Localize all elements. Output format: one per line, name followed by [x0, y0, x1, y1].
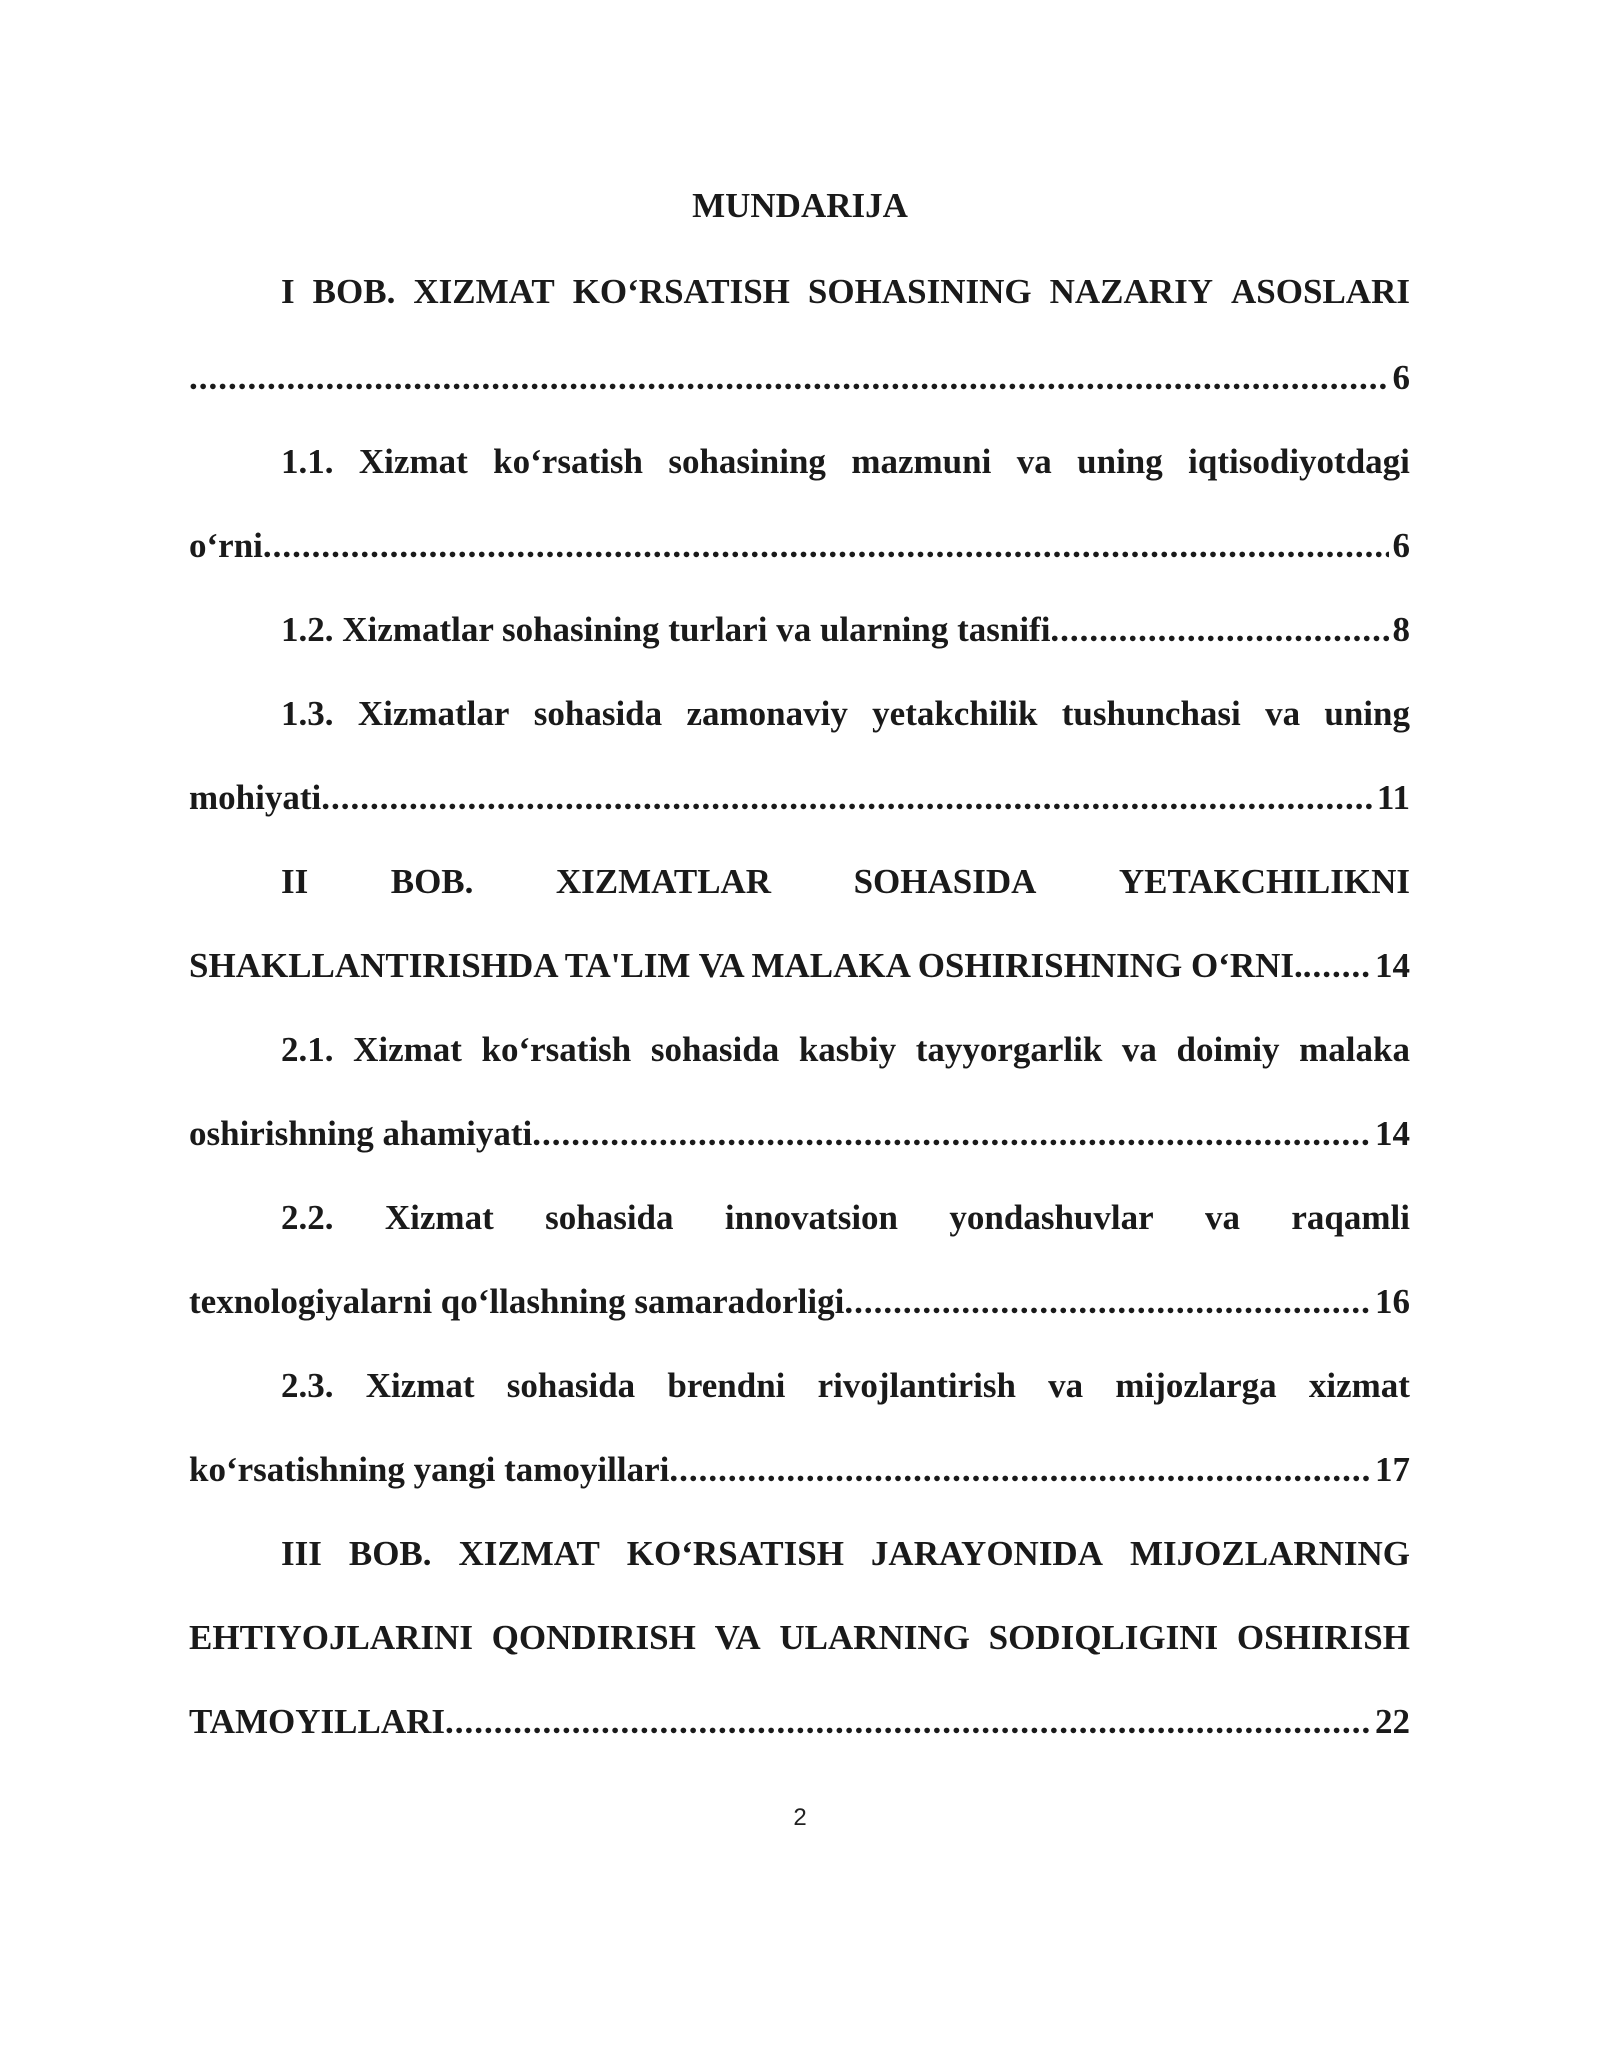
dot-leader: [669, 1448, 1371, 1492]
toc-word: SOHASIDA: [853, 862, 1037, 901]
toc-page-number: 16: [1375, 1282, 1410, 1321]
toc-word: malaka: [1299, 1030, 1410, 1069]
toc-entry-text: 1.2. Xizmatlar sohasining turlari va ularning tasnifi: [281, 610, 1051, 649]
toc-page-number: 14: [1375, 1114, 1410, 1153]
toc-word: QONDIRISH: [491, 1618, 696, 1657]
toc-entry-2-3-line-1: [281, 1364, 1410, 1408]
toc-entry-chapter-3-line-3: [189, 1700, 1410, 1744]
toc-word: BOB.: [348, 1534, 432, 1573]
toc-word: sohasining: [668, 442, 826, 481]
toc-word: XIZMATLAR: [555, 862, 772, 901]
toc-word: SODIQLIGINI: [988, 1618, 1219, 1657]
toc-word: doimiy: [1176, 1030, 1280, 1069]
toc-word: ASOSLARI: [1231, 272, 1410, 311]
toc-word: Xizmat: [365, 1366, 475, 1405]
toc-word: innovatsion: [724, 1198, 899, 1237]
toc-entry-text: texnologiyalarni qo‘llashning samaradorligi: [189, 1282, 845, 1321]
toc-word: va: [1048, 1366, 1084, 1405]
toc-word: 2.3.: [281, 1366, 334, 1405]
toc-word: rivojlantirish: [817, 1366, 1016, 1405]
toc-word: EHTIYOJLARINI: [189, 1618, 473, 1657]
toc-page-number: 17: [1375, 1450, 1410, 1489]
toc-word: tayyorgarlik: [915, 1030, 1103, 1069]
toc-entry-text: SHAKLLANTIRISHDA TA'LIM VA MALAKA OSHIRISHNING O‘RNI.: [189, 946, 1303, 985]
toc-word: Xizmat: [358, 442, 468, 481]
dot-leader: [263, 524, 1389, 568]
toc-word: va: [1205, 1198, 1241, 1237]
toc-entry-2-1-line-1: [281, 1028, 1410, 1072]
toc-entry-text: o‘rni: [189, 526, 263, 565]
toc-word: iqtisodiyotdagi: [1188, 442, 1410, 481]
toc-word: YETAKCHILIKNI: [1118, 862, 1410, 901]
toc-word: NAZARIY: [1049, 272, 1213, 311]
toc-word: uning: [1077, 442, 1163, 481]
toc-word: yondashuvlar: [949, 1198, 1154, 1237]
toc-entry-1-3-line-2: [189, 776, 1410, 820]
toc-word: BOB.: [312, 272, 396, 311]
toc-word: Xizmat: [353, 1030, 462, 1069]
toc-entry-1-3-line-1: [281, 692, 1410, 736]
toc-entry-chapter-3-line-2: [189, 1616, 1410, 1660]
toc-word: tushunchasi: [1061, 694, 1241, 733]
toc-entry-2-1-line-2: [189, 1112, 1410, 1156]
toc-entry-1-2: [281, 608, 1410, 652]
toc-word: JARAYONIDA: [870, 1534, 1103, 1573]
toc-word: III: [281, 1534, 322, 1573]
toc-word: KO‘RSATISH: [572, 272, 790, 311]
toc-word: zamonaviy: [686, 694, 848, 733]
toc-word: XIZMAT: [458, 1534, 600, 1573]
toc-word: sohasida: [506, 1366, 636, 1405]
toc-word: SOHASINING: [807, 272, 1032, 311]
toc-word: uning: [1324, 694, 1410, 733]
toc-word: va: [1265, 694, 1301, 733]
dot-leader: [189, 356, 1389, 400]
toc-word: OSHIRISH: [1236, 1618, 1410, 1657]
toc-word: BOB.: [390, 862, 474, 901]
toc-word: ULARNING: [779, 1618, 970, 1657]
toc-word: MIJOZLARNING: [1129, 1534, 1410, 1573]
dot-leader: [844, 1280, 1371, 1324]
toc-word: VA: [714, 1618, 761, 1657]
toc-word: ko‘rsatish: [481, 1030, 632, 1069]
toc-word: sohasida: [650, 1030, 780, 1069]
toc-word: va: [1121, 1030, 1157, 1069]
toc-entry-1-1-line-1: [281, 440, 1410, 484]
toc-word: 2.1.: [281, 1030, 334, 1069]
toc-entry-2-2-line-1: [281, 1196, 1410, 1240]
toc-entry-1-1-line-2: [189, 524, 1410, 568]
toc-word: va: [1016, 442, 1052, 481]
toc-page-number: 6: [1392, 526, 1410, 565]
toc-entry-text: mohiyati: [189, 778, 322, 817]
toc-word: mijozlarga: [1115, 1366, 1277, 1405]
toc-page-number: 14: [1375, 946, 1410, 985]
toc-entry-chapter-1-leader: [189, 356, 1410, 400]
dot-leader: [1303, 944, 1371, 988]
toc-page-number: 11: [1376, 778, 1410, 817]
toc-word: I: [281, 272, 295, 311]
toc-entry-2-3-line-2: [189, 1448, 1410, 1492]
toc-page-number: 6: [1392, 358, 1410, 397]
dot-leader: [321, 776, 1373, 820]
toc-word: brendni: [667, 1366, 786, 1405]
toc-word: Xizmat: [384, 1198, 494, 1237]
toc-entry-2-2-line-2: [189, 1280, 1410, 1324]
toc-entry-chapter-2-line-1: [281, 860, 1410, 904]
dot-leader: [1050, 608, 1388, 652]
toc-word: 1.3.: [281, 694, 334, 733]
dot-leader: [532, 1112, 1371, 1156]
toc-entry-text: ko‘rsatishning yangi tamoyillari: [189, 1450, 670, 1489]
toc-entry-chapter-1-line-1: [281, 270, 1410, 314]
toc-entry-text: TAMOYILLARI: [189, 1702, 446, 1741]
toc-word: 2.2.: [281, 1198, 334, 1237]
toc-entry-chapter-3-line-1: [281, 1532, 1410, 1576]
toc-word: sohasida: [533, 694, 663, 733]
toc-word: ko‘rsatish: [493, 442, 643, 481]
toc-entry-text: oshirishning ahamiyati: [189, 1114, 533, 1153]
toc-word: KO‘RSATISH: [626, 1534, 844, 1573]
toc-word: kasbiy: [798, 1030, 897, 1069]
toc-word: 1.1.: [281, 442, 334, 481]
toc-page-number: 8: [1392, 610, 1410, 649]
toc-word: xizmat: [1308, 1366, 1410, 1405]
toc-word: II: [281, 862, 309, 901]
toc-entry-chapter-2-line-2: [189, 944, 1410, 988]
toc-word: mazmuni: [851, 442, 992, 481]
toc-page-number: 22: [1375, 1702, 1410, 1741]
toc-title: MUNDARIJA: [692, 186, 908, 225]
toc-word: XIZMAT: [413, 272, 555, 311]
toc-word: Xizmatlar: [357, 694, 510, 733]
page-number: 2: [793, 1804, 807, 1831]
toc-word: raqamli: [1291, 1198, 1410, 1237]
toc-word: sohasida: [545, 1198, 674, 1237]
dot-leader: [445, 1700, 1371, 1744]
toc-word: yetakchilik: [872, 694, 1038, 733]
